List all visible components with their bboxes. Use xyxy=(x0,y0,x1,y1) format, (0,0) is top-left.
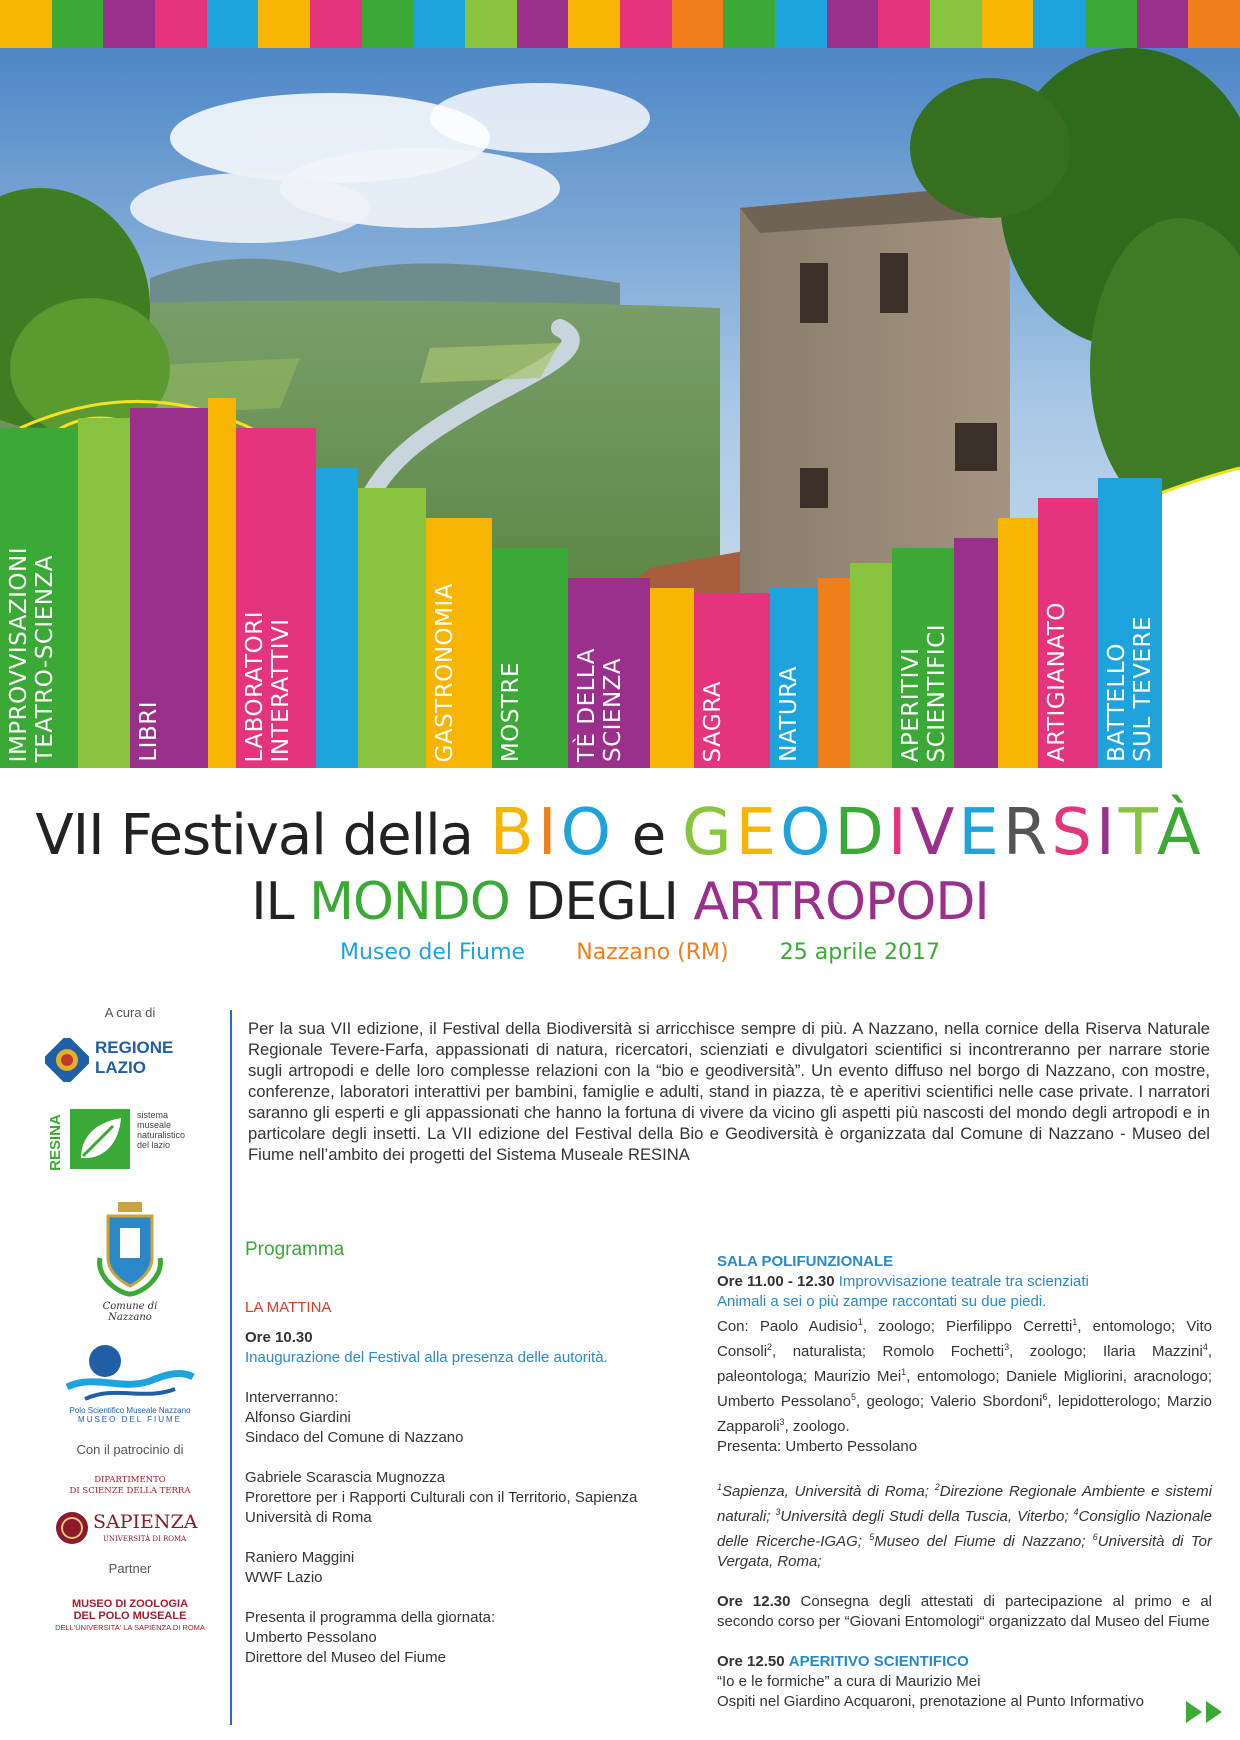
hero-banner xyxy=(0,48,1240,768)
title-letter: E xyxy=(735,796,781,870)
title-bio xyxy=(490,796,615,870)
top-strip-segment xyxy=(362,0,414,48)
museo-zoologia-text-3: DELL'UNIVERSITA' LA SAPIENZA DI ROMA xyxy=(55,1623,205,1632)
next-arrows-icon xyxy=(1184,1699,1228,1730)
activity-label: ARTIGIANATO xyxy=(1044,601,1070,762)
top-strip-segment xyxy=(1137,0,1189,48)
title-letter: I xyxy=(1095,796,1119,870)
title-letter: T xyxy=(1118,796,1157,870)
interverranno-label: Interverranno: xyxy=(245,1389,339,1406)
title-letter: B xyxy=(489,796,538,870)
top-strip-segment xyxy=(827,0,879,48)
polo-museale-logo xyxy=(45,1343,215,1424)
sapienza-logo xyxy=(45,1507,215,1551)
top-strip-segment xyxy=(1033,0,1085,48)
title-letter: S xyxy=(1051,796,1096,870)
top-strip-segment xyxy=(672,0,724,48)
top-strip-segment xyxy=(52,0,104,48)
activity-stripe xyxy=(954,538,998,768)
festival-subtitle-title xyxy=(0,872,1240,932)
regione-text-1: REGIONE xyxy=(95,1038,174,1057)
activity-stripe xyxy=(850,563,892,768)
regione-lazio-logo xyxy=(45,1034,215,1086)
museo-zoologia-logo xyxy=(40,1598,220,1634)
sapienza-seal-icon xyxy=(55,1509,89,1547)
title-letter: V xyxy=(910,796,959,870)
title-letter: G xyxy=(682,796,736,870)
event-date: 25 aprile 2017 xyxy=(779,940,940,965)
activity-stripe xyxy=(78,418,130,768)
activity-label: MOSTRE xyxy=(498,661,524,762)
sala-heading: SALA POLIFUNZIONALE xyxy=(717,1253,894,1270)
top-strip-segment xyxy=(982,0,1034,48)
title-e: e xyxy=(631,803,666,868)
session-1-presenta: Presenta: Umberto Pessolano xyxy=(717,1438,918,1455)
intro-paragraph: Per la sua VII edizione, il Festival della Biodiversità si arricchisce sempre di più. A Nazzano, nella cornice della Riserva Naturale Regionale Tevere-Farfa, appassionati di natura, ricercatori, scienziati e divulgatori scientifici si incontreranno per narrare storie sugli artropodi e delle loro complesse relazioni con la “bio e geodiversità”. Un evento diffuso nel borgo di Nazzano, con mostre, conferenze, laboratori interattivi per bambini, famiglie e adulti, stand in piazza, tè e aperitivi scientifici nelle case private. I narratori saranno gli esperti e gli appassionati che hanno la fortuna di vivere da vicino gli aspetti più nascosti del mondo degli artropodi e in particolare degli insetti. La VII edizione del Festival della Bio e Geodiversità è organizzata dal Comune di Nazzano - Museo del Fiume nell’ambito dei progetti del Sistema Museale RESINA xyxy=(248,1019,1210,1164)
top-strip-segment xyxy=(1085,0,1137,48)
partner-label: Partner xyxy=(108,1561,152,1576)
speaker-2-role: Prorettore per i Rapporti Culturali con il Territorio, Sapienza Università di Roma xyxy=(245,1489,638,1526)
session-3-line-1: “Io e le formiche” a cura di Maurizio Mei xyxy=(717,1673,981,1690)
speaker-4-role: Direttore del Museo del Fiume xyxy=(245,1649,446,1666)
title-letter: O xyxy=(780,796,835,870)
top-strip-segment xyxy=(465,0,517,48)
session-3-line-2: Ospiti nel Giardino Acquaroni, prenotazione al Punto Informativo xyxy=(717,1693,1144,1710)
polo-text-1: Polo Scientifico Museale Nazzano xyxy=(69,1406,191,1415)
speaker-3-name: Raniero Maggini xyxy=(245,1549,355,1566)
top-strip-segment xyxy=(568,0,620,48)
resina-label: RESINA xyxy=(46,1114,64,1171)
comune-label: Comune di Nazzano xyxy=(102,1301,158,1323)
title-letter: E xyxy=(958,796,1003,870)
title-letter: À xyxy=(1156,796,1205,870)
activity-label: TÈ DELLA SCIENZA xyxy=(574,647,626,762)
title-letter: D xyxy=(834,796,888,870)
dipartimento-text-2: DI SCIENZE DELLA TERRA xyxy=(69,1486,191,1496)
top-strip-segment xyxy=(103,0,155,48)
title-letter: R xyxy=(1002,796,1052,870)
patrocinio-label: Con il patrocinio di xyxy=(76,1442,184,1457)
activity-label: SAGRA xyxy=(700,680,726,762)
polo-museale-icon xyxy=(65,1343,195,1403)
mattina-heading: LA MATTINA xyxy=(245,1299,332,1316)
event-place: Museo del Fiume xyxy=(340,940,526,965)
activity-label: LABORATORI INTERATTIVI xyxy=(242,610,294,762)
regione-text-2: LAZIO xyxy=(95,1058,146,1077)
top-strip-segment xyxy=(620,0,672,48)
session-1-header xyxy=(717,1272,1212,1292)
speaker-1-role: Sindaco del Comune di Nazzano xyxy=(245,1429,464,1446)
session-1-title: Improvvisazione teatrale tra scienziati xyxy=(838,1273,1089,1290)
session-3-time: Ore 12.50 xyxy=(717,1653,785,1670)
title-artropodi: ARTROPODI xyxy=(693,872,989,932)
top-strip-segment xyxy=(930,0,982,48)
title-geodiversita xyxy=(682,796,1205,870)
top-strip-segment xyxy=(775,0,827,48)
sapienza-subtext: UNIVERSITÀ DI ROMA xyxy=(103,1535,187,1543)
top-strip-segment xyxy=(1188,0,1240,48)
regione-emblem-icon xyxy=(45,1038,89,1082)
top-strip-segment xyxy=(0,0,52,48)
activity-stripe xyxy=(208,398,236,768)
session-1-participants: Con: Paolo Audisio$^1$, zoologo; Pierfilippo Cerretti$^1$, entomologo; Vito Consoli$^2$, naturalista; Romolo Fochetti$^3$, zoologo; Ilaria Mazzini$^4$, paleontologa; Maurizio Mei$^1$, entomologo; Daniele Migliorini, aracnologo; Umberto Pessolano$^5$, geologo; Valerio Sbordoni$^6$, lepidotterologo; Marzio Zapparoli$^3$, zoologo. xyxy=(717,1317,1212,1435)
vertical-divider xyxy=(230,1010,232,1725)
speaker-1-name: Alfonso Giardini xyxy=(245,1409,351,1426)
top-color-strip xyxy=(0,0,1240,48)
presenta-label: Presenta il programma della giornata: xyxy=(245,1609,496,1626)
con-label: Con: xyxy=(717,1318,749,1335)
session-1-time: Ore 11.00 - 12.30 xyxy=(717,1273,835,1290)
coat-of-arms-icon xyxy=(90,1198,170,1298)
comune-nazzano-logo xyxy=(80,1198,180,1323)
resina-description: sistema museale naturalistico del lazio xyxy=(137,1110,186,1150)
activity-label: GASTRONOMIA xyxy=(432,582,458,762)
activity-label: APERITIVI SCIENTIFICI xyxy=(898,623,950,762)
top-strip-segment xyxy=(413,0,465,48)
session-2-time: Ore 12.30 xyxy=(717,1593,791,1610)
top-strip-segment xyxy=(155,0,207,48)
top-strip-segment xyxy=(517,0,569,48)
activity-stripe xyxy=(650,588,694,768)
top-strip-segment xyxy=(207,0,259,48)
activity-label: NATURA xyxy=(776,666,802,762)
program-heading: Programma xyxy=(245,1239,345,1260)
leaf-icon xyxy=(69,1108,131,1170)
resina-logo xyxy=(45,1104,215,1176)
activity-stripe xyxy=(316,468,358,768)
polo-text-2: MUSEO DEL FIUME xyxy=(78,1415,182,1424)
title-prefix: VII Festival della xyxy=(35,803,490,868)
session-1-subtitle: Animali a sei o più zampe raccontati su due piedi. xyxy=(717,1293,1047,1310)
ore-1030: Ore 10.30 xyxy=(245,1329,313,1346)
title-il: IL xyxy=(251,872,310,932)
title-mondo: MONDO xyxy=(309,872,510,932)
activity-label: LIBRI xyxy=(136,701,162,762)
event-info xyxy=(340,940,940,965)
top-strip-segment xyxy=(878,0,930,48)
activity-stripe xyxy=(818,578,850,768)
festival-title xyxy=(0,796,1240,870)
title-letter: O xyxy=(560,796,615,870)
activity-stripe xyxy=(358,488,426,768)
activity-label: IMPROVVISAZIONI TEATRO-SCIENZA xyxy=(6,546,58,762)
inaugurazione-text: Inaugurazione del Festival alla presenza delle autorità. xyxy=(245,1349,608,1366)
affiliations: $^1$Sapienza, Università di Roma; $^2$Direzione Regionale Ambiente e sistemi naturali; $^3$Università degli Studi della Tuscia, Viterbo; $^4$Consiglio Nazionale delle Ricerche-IGAG; $^5$Museo del Fiume di Nazzano; $^6$Università di Tor Vergata, Roma; xyxy=(717,1482,1212,1570)
sapienza-text: SAPIENZA xyxy=(93,1511,198,1533)
top-strip-segment xyxy=(310,0,362,48)
dipartimento-label xyxy=(40,1475,220,1497)
speaker-4-name: Umberto Pessolano xyxy=(245,1629,377,1646)
session-3-header xyxy=(717,1652,1212,1672)
program-right-column xyxy=(717,1252,1212,1712)
title-letter: I xyxy=(887,796,911,870)
speaker-2-name: Gabriele Scarascia Mugnozza xyxy=(245,1469,446,1486)
session-3-title: APERITIVO SCIENTIFICO xyxy=(788,1653,969,1670)
speaker-3-role: WWF Lazio xyxy=(245,1569,323,1586)
program-left-column xyxy=(245,1240,705,1668)
activity-stripe xyxy=(998,518,1038,768)
museo-zoologia-text-2: DEL POLO MUSEALE xyxy=(73,1610,187,1622)
activity-label: BATTELLO SUL TEVERE xyxy=(1104,616,1156,762)
dipartimento-text-1: DIPARTIMENTO xyxy=(94,1475,166,1485)
title-degli: DEGLI xyxy=(509,872,694,932)
session-2-text: Consegna degli attestati di partecipazione al primo e al secondo corso per “Giovani Entomologi“ organizzato dal Museo del Fiume xyxy=(717,1593,1213,1630)
sponsor-sidebar xyxy=(40,1005,220,1634)
top-strip-segment xyxy=(723,0,775,48)
event-town: Nazzano (RM) xyxy=(576,940,729,965)
session-2 xyxy=(717,1592,1212,1632)
top-strip-segment xyxy=(258,0,310,48)
a-cura-di-label: A cura di xyxy=(104,1005,156,1020)
museo-zoologia-text-1: MUSEO DI ZOOLOGIA xyxy=(71,1598,189,1610)
title-letter: I xyxy=(537,796,561,870)
